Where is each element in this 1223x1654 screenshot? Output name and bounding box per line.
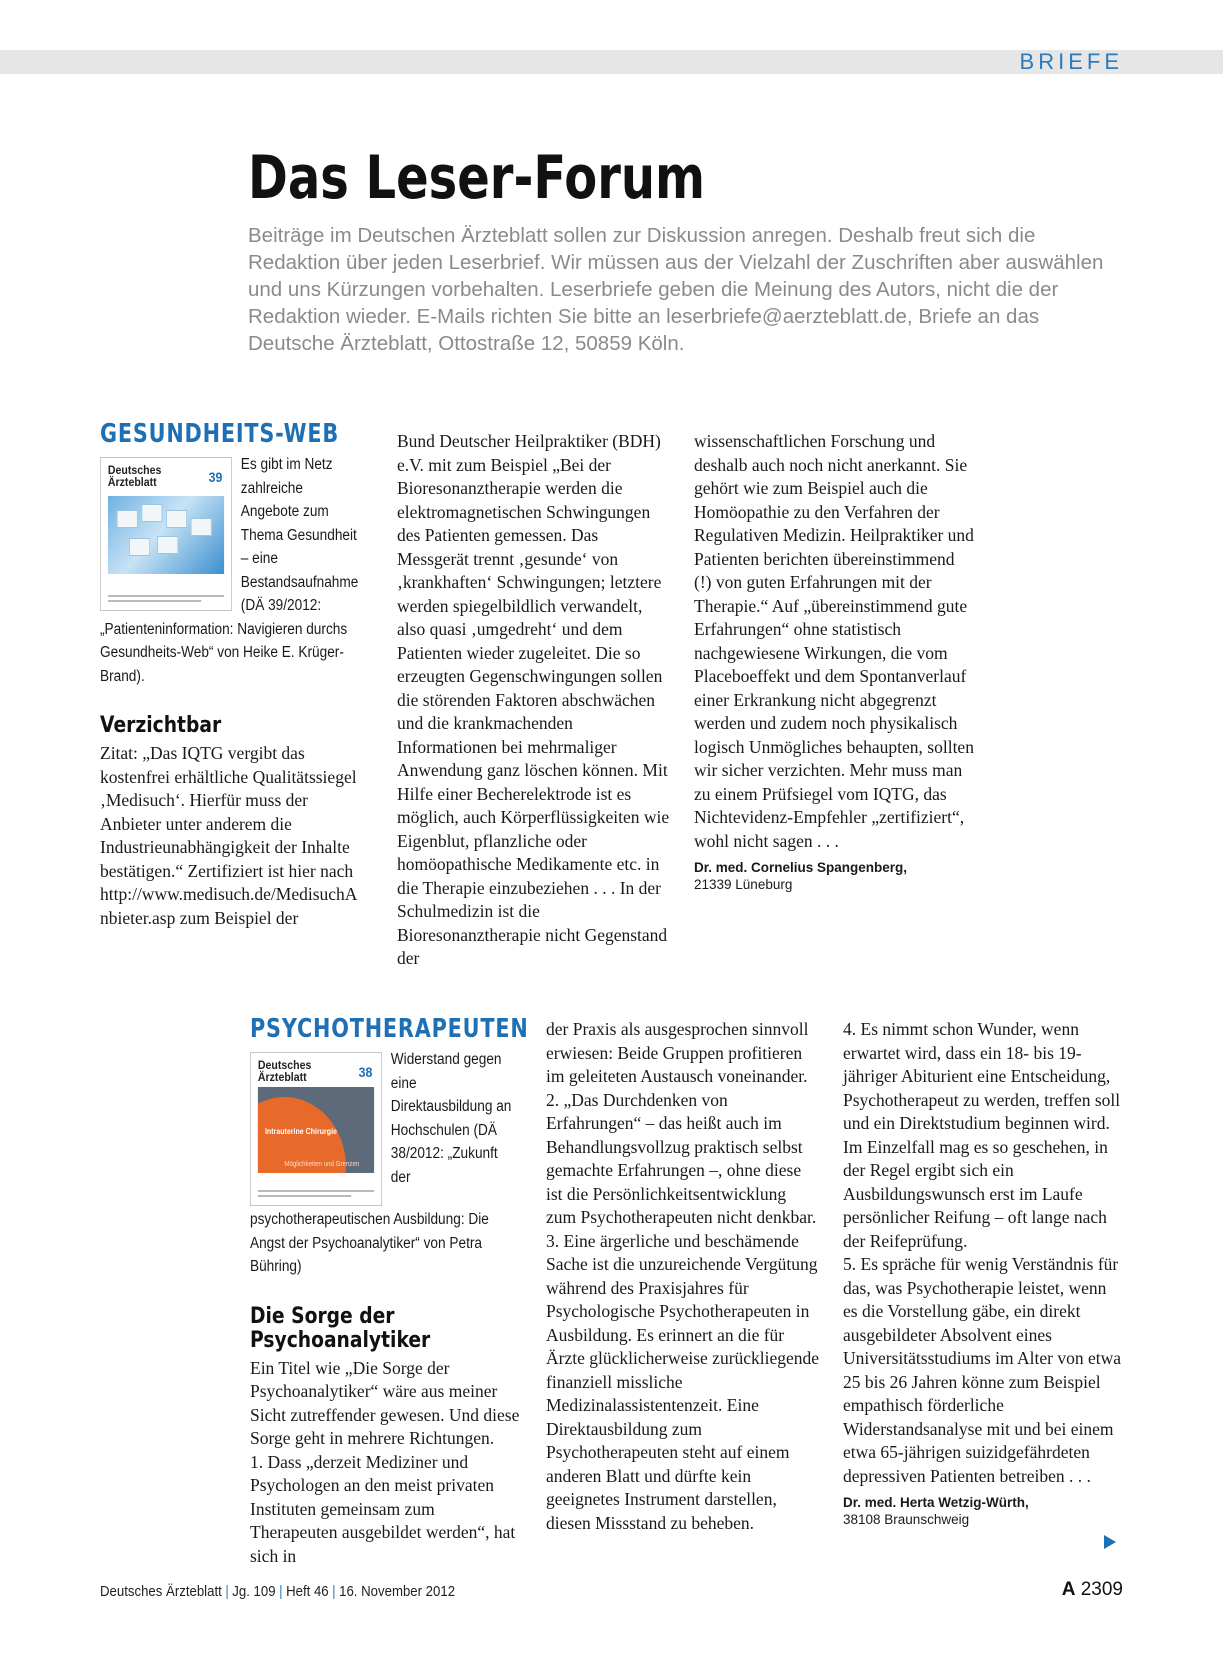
section-label: BRIEFE [1019,49,1123,74]
letter2-body-2: der Praxis als ausgesprochen sinnvoll erwiesen: Beide Gruppen profitieren im geleiteten Austausch voneinander. [546,1019,809,1086]
footer-issue: Heft 46 [286,1583,329,1600]
footer-volume: Jg. 109 [232,1583,276,1600]
letter2-teaser-text: Widerstand gegen eine Direktausbildung an Hochschulen (DÄ 38/2012: „Zukunft der psychotherapeutischen Ausbildung: Die Angst der Psychoanalytiker“ von Petra Bühring) [250,1051,512,1275]
letter2-teaser [250,1048,514,1279]
cover-issue-number: 39 [208,469,223,485]
letter1-teaser [100,453,359,688]
letter1-cover-image [100,457,232,611]
cover-brand: Deutsches Ärzteblatt [107,463,162,489]
cover-text-lines [108,592,224,602]
cover-brand: Deutsches Ärzteblatt [257,1058,312,1084]
letter1-column-1 [100,419,364,930]
letter2-cover-image [250,1052,382,1206]
letter2-body-1: Ein Titel wie „Die Sorge der Psychoanalytiker“ wäre aus meiner Sicht zutreffender gewesen. Und diese Sorge geht in mehrere Richtungen. [250,1357,520,1448]
letter2-item-1: 1. Dass „derzeit Mediziner und Psychologen an den meist privaten Instituten gemeinsam zum Therapeuten ausgebildet werden“, hat sich in [250,1451,516,1566]
letter1-teaser-text: Es gibt im Netz zahlreiche Angebote zum Thema Gesundheit – eine Bestandsaufnahme (DÄ 39/2012: „Patienteninformation: Navigieren durchs Gesundheits-Web“ von Heike E. Krüger-Brand). [100,456,359,685]
letter1-column-3 [694,430,974,893]
cover-photo: Intrauterine Chirurgie Möglichkeiten und Grenzen [258,1087,374,1173]
letter2-item-4: 4. Es nimmt schon Wunder, wenn erwartet wird, dass ein 18- bis 19-jähriger Abiturient eine Entscheidung, Psychotherapeut zu werden, treffen soll und ein Direktstudium beginnen wird. Im Einzelfall mag es so geschehen, in der Regel ergibt sich ein Ausbildungswunsch erst im Laufe persönlicher Reifung – oft lange nach der Reifeprüfung. [843,1019,1121,1251]
letter2-item-5: 5. Es spräche für wenig Verständnis für das, was Psychotherapie leistet, wenn es die Vorstellung gäbe, ein direkt ausgebildeter Absolvent eines Universitätsstudiums im Alter von etwa 25 bis 26 Jahren könne zum Beispiel empathisch förderliche Widerstandsanalyse mit und bei einem etwa 65-jährigen suizidgefährdeten depressiven Patienten betreiben . . . [843,1254,1122,1486]
cover-text-lines [258,1187,374,1197]
footer-citation: Deutsches Ärzteblatt | Jg. 109 | Heft 46 | 16. November 2012 [100,1583,456,1600]
letter2-author-place: 38108 Braunschweig [843,1512,970,1527]
page-prefix: A [1061,1579,1076,1600]
page-number-value: 2309 [1080,1579,1123,1600]
letter1-column-2 [397,430,673,971]
letter1-author [694,859,974,893]
letter2-column-3 [843,1018,1123,1528]
letter2-item-2: 2. „Das Durchdenken von Erfahrungen“ – das heißt auch im Behandlungsvollzug praktisch selbst gemachte Erfahrungen –, ohne diese ist die Persönlichkeitsentwicklung zum Psychotherapeuten nicht denkbar. [546,1089,817,1227]
letter2-rubric: PSYCHOTHERAPEUTEN [250,1014,529,1044]
letter2-item-3: 3. Eine ärgerliche und beschämende Sache ist die unzureichende Vergütung während des Praxisjahres für Psychologische Psychotherapeuten in Ausbildung. Es erinnert an die für Ärzte glücklicherweise zurückliegende finanziell missliche Medizinalassistentenzeit. Eine Direktausbildung zum Psychotherapeuten steht auf einem anderen Blatt und dürfte kein geeignetes Instrument darstellen, diesen Missstand zu beheben. [546,1230,820,1533]
letter1-author-name: Dr. med. Cornelius Spangenberg, [694,860,908,875]
page-title: Das Leser-Forum [248,143,706,213]
footer-date: 16. November 2012 [339,1583,456,1600]
letter2-heading: Die Sorge der Psychoanalytiker [250,1303,431,1353]
letter2-column-1 [250,1014,529,1568]
page-number [1062,1579,1123,1601]
cover-issue-number: 38 [358,1064,373,1080]
letter2-author [843,1494,1123,1528]
letter1-body-2: Bund Deutscher Heilpraktiker (BDH) e.V. mit zum Beispiel „Bei der Bioresonanztherapie werden die elektromagnetischen Schwingungen des Patienten gemessen. Das Messgerät trennt ‚gesunde‘ von ‚krankhaften‘ Schwingungen; letztere werden spiegelbildlich verwandelt, also quasi ‚umgedreht‘ und dem Patienten wieder zugeleitet. Die so erzeugten Gegenschwingungen sollen die störenden Faktoren abschwächen und die krankmachenden Informationen bei mehrmaliger Anwendung ganz löschen können. Mit Hilfe einer Becherelektrode ist es möglich, auch Körperflüssigkeiten wie Eigenblut, pflanzliche oder homöopathische Medikamente etc. in die Therapie einzubeziehen . . . In der Schulmedizin ist die Bioresonanztherapie nicht Gegenstand der [397,431,670,968]
letter1-body-3: wissenschaftlichen Forschung und deshalb auch noch nicht anerkannt. Sie gehört wie zum Beispiel auch die Homöopathie zu den Verfahren der Regulativen Medizin. Heilpraktiker und Patienten berichten übereinstimmend (!) von guten Erfahrungen mit der Therapie.“ Auf „übereinstimmend gute Erfahrungen“ ohne statistisch nachgewiesene Wirkungen, die vom Placeboeffekt und dem Spontanverlauf einer Erkrankung nicht abgegrenzt werden und zudem noch physikalisch logisch Unmögliches behaupten, sollten wir sicher verzichten. Mehr muss man zu einem Prüfsiegel vom IQTG, das Nichtevidenz-Empfehler „zertifiziert“, wohl nicht sagen . . . [694,431,974,851]
intro-text: Beiträge im Deutschen Ärzteblatt sollen zur Diskussion anregen. Deshalb freut sich die Redaktion über jeden Leserbrief. Wir müssen aus der Vielzahl der Zuschriften aber auswählen und uns Kürzungen vorbehalten. Leserbriefe geben die Meinung des Autors, nicht die der Redaktion wieder. E-Mails richten Sie bitte an leserbriefe@aerzteblatt.de, Briefe an das Deutsche Ärzteblatt, Ottostraße 12, 50859 Köln. [248,224,1104,355]
triangle-right-icon [1104,1535,1116,1549]
letter1-heading: Verzichtbar [100,713,222,738]
letter1-author-place: 21339 Lüneburg [694,877,793,892]
letter2-column-2 [546,1018,820,1535]
letter1-rubric: GESUNDHEITS-WEB [100,419,340,449]
cover-photo [108,496,224,574]
footer-journal: Deutsches Ärzteblatt [100,1583,222,1600]
letter2-author-name: Dr. med. Herta Wetzig-Würth, [843,1495,1029,1510]
letter1-body-1: Zitat: „Das IQTG vergibt das kostenfrei erhältliche Qualitätssiegel ‚Medisuch‘. Hierfür muss der Anbieter unter anderem die Industrieunabhängigkeit der Inhalte bestätigen.“ Zertifiziert ist hier nach http://www.medisuch.de/MedisuchAnbieter.asp zum Beispiel der [100,743,358,928]
